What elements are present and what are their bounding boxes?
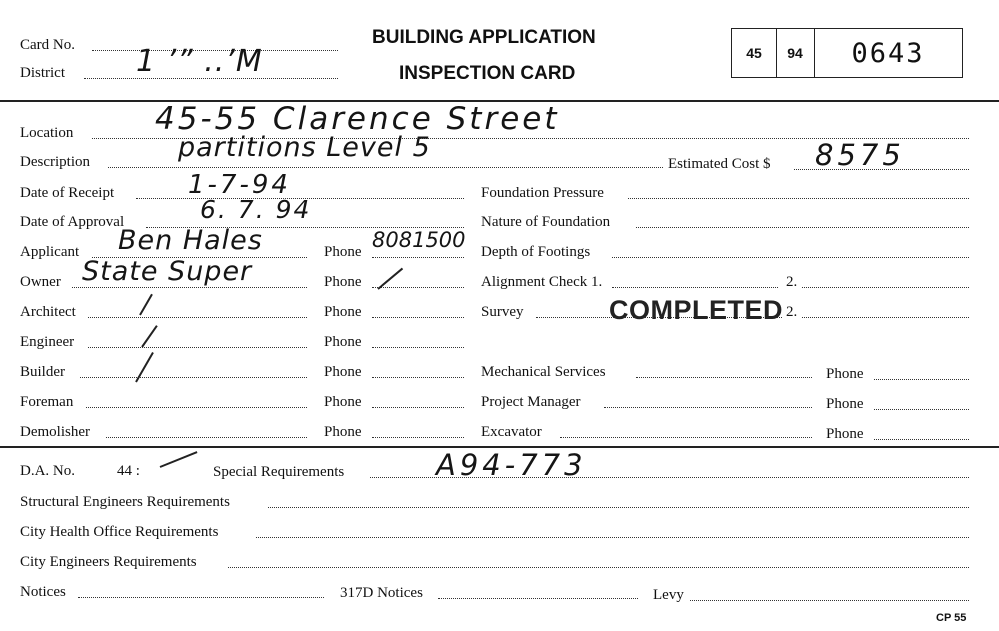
card-number-part2: 94 — [787, 45, 803, 61]
form-code: CP 55 — [936, 612, 967, 624]
structural-engineers-line — [268, 507, 969, 508]
architect-line — [88, 317, 307, 318]
alignment-check-line-1 — [612, 287, 778, 288]
notices-317d-label: 317D Notices — [340, 585, 423, 601]
notices-line — [78, 597, 324, 598]
card-no-label: Card No. — [20, 37, 75, 53]
architect-label: Architect — [20, 304, 76, 320]
foreman-line — [86, 407, 307, 408]
notices-317d-line — [438, 598, 638, 599]
project-manager-phone-label: Phone — [826, 396, 864, 412]
architect-phone-label: Phone — [324, 304, 362, 320]
engineer-phone-line — [372, 347, 464, 348]
date-of-receipt-label: Date of Receipt — [20, 185, 115, 201]
applicant-phone-value: 8081500 — [372, 228, 466, 252]
excavator-phone-label: Phone — [826, 426, 864, 442]
excavator-line — [560, 437, 812, 438]
location-value: 45-55 Clarence Street — [155, 101, 560, 137]
alignment-check-line-2 — [802, 287, 969, 288]
description-line — [108, 167, 663, 168]
city-health-label: City Health Office Requirements — [20, 524, 219, 540]
owner-phone-line — [372, 287, 464, 288]
city-engineers-line — [228, 567, 969, 568]
survey-line-2 — [802, 317, 969, 318]
foundation-pressure-label: Foundation Pressure — [481, 185, 604, 201]
applicant-phone-line — [372, 257, 464, 258]
da-no-slash — [160, 451, 198, 468]
alignment-check-label-2: 2. — [786, 274, 798, 290]
owner-phone-label: Phone — [324, 274, 362, 290]
engineer-slash — [141, 325, 158, 347]
structural-engineers-label: Structural Engineers Requirements — [20, 494, 230, 510]
card-title-line1: BUILDING APPLICATION — [372, 27, 596, 48]
builder-label: Builder — [20, 364, 65, 380]
demolisher-label: Demolisher — [20, 424, 90, 440]
description-value: partitions Level 5 — [178, 132, 431, 163]
special-requirements-value: A94-773 — [436, 448, 587, 482]
location-label: Location — [20, 125, 74, 141]
project-manager-label: Project Manager — [481, 394, 581, 410]
applicant-label: Applicant — [20, 244, 80, 260]
depth-of-footings-label: Depth of Footings — [481, 244, 591, 260]
owner-label: Owner — [20, 274, 61, 290]
alignment-check-label: Alignment Check 1. — [481, 274, 603, 290]
date-of-approval-label: Date of Approval — [20, 214, 125, 230]
da-no-value: 44 : — [117, 463, 140, 479]
levy-label: Levy — [653, 587, 684, 603]
demolisher-phone-label: Phone — [324, 424, 362, 440]
survey-label-2: 2. — [786, 304, 798, 320]
da-no-label: D.A. No. — [20, 463, 75, 479]
applicant-phone-label: Phone — [324, 244, 362, 260]
foreman-phone-label: Phone — [324, 394, 362, 410]
survey-label: Survey — [481, 304, 524, 320]
completed-stamp: COMPLETED — [609, 295, 784, 325]
applicant-value: Ben Hales — [118, 225, 263, 256]
builder-line — [80, 377, 307, 378]
card-title-line2: INSPECTION CARD — [399, 63, 576, 84]
city-health-line — [256, 537, 969, 538]
foreman-phone-line — [372, 407, 464, 408]
mechanical-services-line — [636, 377, 812, 378]
mechanical-phone-label: Phone — [826, 366, 864, 382]
special-requirements-label: Special Requirements — [213, 464, 345, 480]
engineer-phone-label: Phone — [324, 334, 362, 350]
district-label: District — [20, 65, 65, 81]
foreman-label: Foreman — [20, 394, 74, 410]
estimated-cost-value: 8575 — [815, 138, 905, 172]
excavator-label: Excavator — [481, 424, 542, 440]
architect-slash — [139, 294, 153, 316]
district-value: 1 ’” ..’M — [136, 44, 263, 79]
depth-of-footings-line — [612, 257, 969, 258]
project-manager-phone-line — [874, 409, 969, 410]
excavator-phone-line — [874, 439, 969, 440]
notices-label: Notices — [20, 584, 66, 600]
engineer-label: Engineer — [20, 334, 75, 350]
demolisher-phone-line — [372, 437, 464, 438]
card-number-value: 0643 — [851, 37, 925, 69]
mechanical-services-label: Mechanical Services — [481, 364, 606, 380]
card-number-part1: 45 — [746, 45, 762, 61]
card-number-box — [731, 28, 963, 78]
project-manager-line — [604, 407, 812, 408]
owner-value: State Super — [82, 256, 253, 287]
description-label: Description — [20, 154, 90, 170]
owner-line — [72, 287, 307, 288]
estimated-cost-label: Estimated Cost $ — [668, 156, 771, 172]
levy-line — [690, 600, 969, 601]
nature-of-foundation-line — [636, 227, 969, 228]
mechanical-phone-line — [874, 379, 969, 380]
city-engineers-label: City Engineers Requirements — [20, 554, 197, 570]
date-of-receipt-value: 1-7-94 — [188, 170, 291, 200]
builder-phone-label: Phone — [324, 364, 362, 380]
foundation-pressure-line — [628, 198, 969, 199]
engineer-line — [88, 347, 307, 348]
nature-of-foundation-label: Nature of Foundation — [481, 214, 611, 230]
architect-phone-line — [372, 317, 464, 318]
builder-phone-line — [372, 377, 464, 378]
demolisher-line — [106, 437, 307, 438]
date-of-approval-value: 6. 7. 94 — [200, 195, 312, 224]
